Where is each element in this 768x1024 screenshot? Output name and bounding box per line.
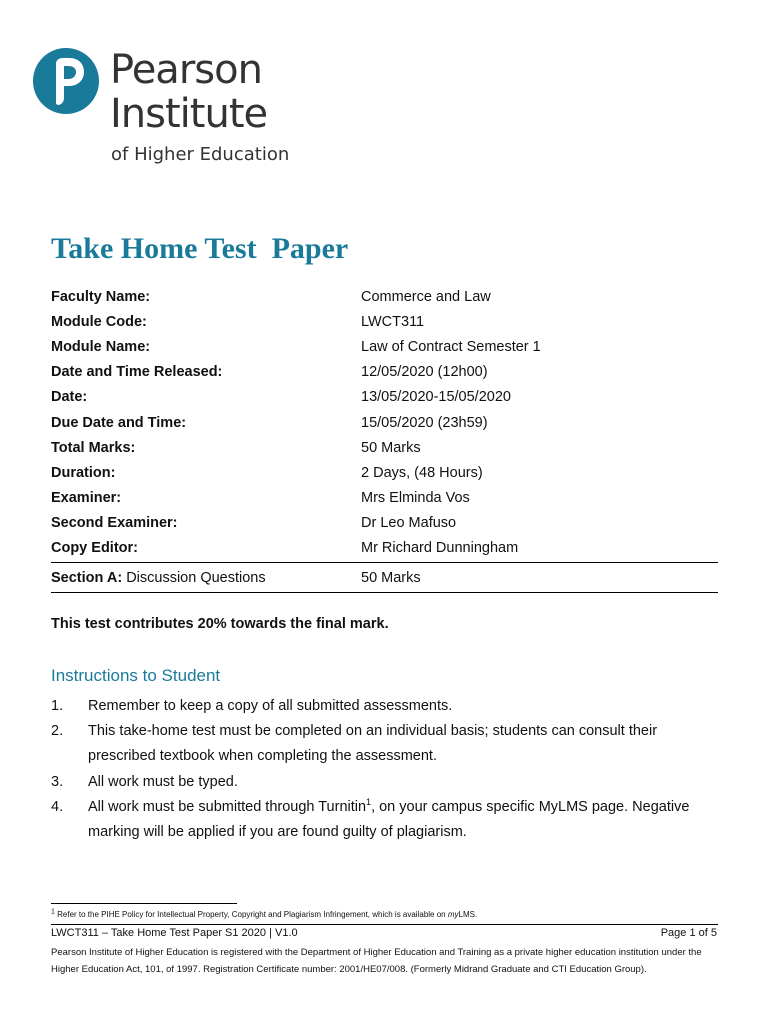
- footnote-italic: my: [447, 910, 459, 919]
- list-text-after: , on your campus specific MyLMS page. Negative marking will be applied if you are found guilty of plagiarism.: [88, 798, 690, 841]
- info-value: Mrs Elminda Vos: [361, 490, 470, 507]
- footnote-ref[interactable]: 1: [366, 796, 372, 807]
- info-value: Mr Richard Dunningham: [361, 540, 519, 557]
- info-value: 15/05/2020 (23h59): [361, 414, 488, 431]
- info-value: 13/05/2020-15/05/2020: [361, 389, 511, 406]
- instructions-heading: Instructions to Student: [51, 666, 221, 685]
- list-text: This take-home test must be completed on an individual basis; students can consult their prescribed textbook when completing the assessment.: [88, 723, 658, 765]
- info-label: Second Examiner:: [51, 515, 178, 532]
- footnote-text-end: LMS.: [458, 910, 478, 919]
- info-row-examiner: [51, 486, 718, 511]
- list-text: Remember to keep a copy of all submitted assessments.: [88, 698, 453, 714]
- footer-document-id: LWCT311 – Take Home Test Paper S1 2020 | V1.0: [51, 927, 298, 939]
- document-title: Take Home Test Paper: [51, 232, 349, 265]
- footnote-divider: [51, 903, 237, 904]
- info-label: Module Name:: [51, 338, 151, 355]
- section-label-bold: Section A:: [51, 569, 123, 586]
- info-row-total-marks: [51, 435, 718, 460]
- info-label: Examiner:: [51, 490, 122, 507]
- info-label: Date and Time Released:: [51, 364, 223, 381]
- info-row-duration: [51, 460, 718, 485]
- instructions-list: [51, 694, 718, 845]
- info-value: 50 Marks: [361, 439, 421, 456]
- info-value: 12/05/2020 (12h00): [361, 364, 488, 381]
- list-number: 3.: [51, 773, 64, 790]
- info-label: Faculty Name:: [51, 288, 151, 305]
- logo-line-3: of Higher Education: [111, 144, 290, 165]
- contribution-note: This test contributes 20% towards the final mark.: [51, 616, 389, 632]
- list-text-before: All work must be submitted through Turnitin: [88, 798, 367, 815]
- test-info-table: [51, 284, 718, 561]
- info-row-module-code: [51, 309, 718, 334]
- info-label: Due Date and Time:: [51, 414, 187, 431]
- footer-divider: [51, 924, 718, 925]
- info-value: 2 Days, (48 Hours): [361, 464, 483, 481]
- list-item: [51, 770, 718, 795]
- info-label: Copy Editor:: [51, 540, 138, 557]
- list-number: 4.: [51, 798, 64, 815]
- section-label-rest: Discussion Questions: [122, 569, 266, 586]
- info-row-released: [51, 360, 718, 385]
- footnote-number: 1: [51, 908, 55, 916]
- info-row-date: [51, 385, 718, 410]
- info-value: Dr Leo Mafuso: [361, 515, 457, 532]
- footer-registration: Pearson Institute of Higher Education is registered with the Department of Higher Education and Training as a private higher education institution under the Higher Education Act, 101, of 1997. Registration Certificate number: 2001/HE07/008. (Formerly Midrand Graduate and CTI Education Group).: [51, 947, 702, 975]
- info-row-copy-editor: [51, 536, 718, 561]
- info-row-faculty: [51, 284, 718, 309]
- logo-line-1: Pearson: [110, 47, 262, 93]
- section-a-row: [51, 562, 718, 593]
- list-item: [51, 719, 718, 769]
- section-label: [51, 570, 361, 586]
- info-row-due: [51, 410, 718, 435]
- pearson-logo: [32, 44, 302, 174]
- list-number: 1.: [51, 698, 64, 714]
- info-row-second-examiner: [51, 511, 718, 536]
- list-text: All work must be typed.: [88, 773, 238, 790]
- pearson-p-icon: [32, 44, 100, 118]
- info-value: LWCT311: [361, 313, 425, 330]
- info-value: Commerce and Law: [361, 288, 491, 305]
- list-number: 2.: [51, 723, 64, 740]
- info-label: Duration:: [51, 464, 116, 481]
- list-text: [88, 795, 718, 845]
- info-value: Law of Contract Semester 1: [361, 338, 541, 355]
- info-label: Date:: [51, 389, 88, 406]
- info-row-module-name: [51, 334, 718, 359]
- info-label: Module Code:: [51, 313, 147, 330]
- section-marks: 50 Marks: [361, 569, 421, 586]
- logo-line-2: Institute: [110, 91, 268, 137]
- footnote: [51, 910, 477, 919]
- footer-page-number: Page 1 of 5: [660, 927, 717, 939]
- info-label: Total Marks:: [51, 439, 136, 456]
- list-item: [51, 795, 718, 845]
- footnote-text: Refer to the PIHE Policy for Intellectual Property, Copyright and Plagiarism Infringement, which is available on: [54, 910, 448, 919]
- list-item: [51, 694, 718, 719]
